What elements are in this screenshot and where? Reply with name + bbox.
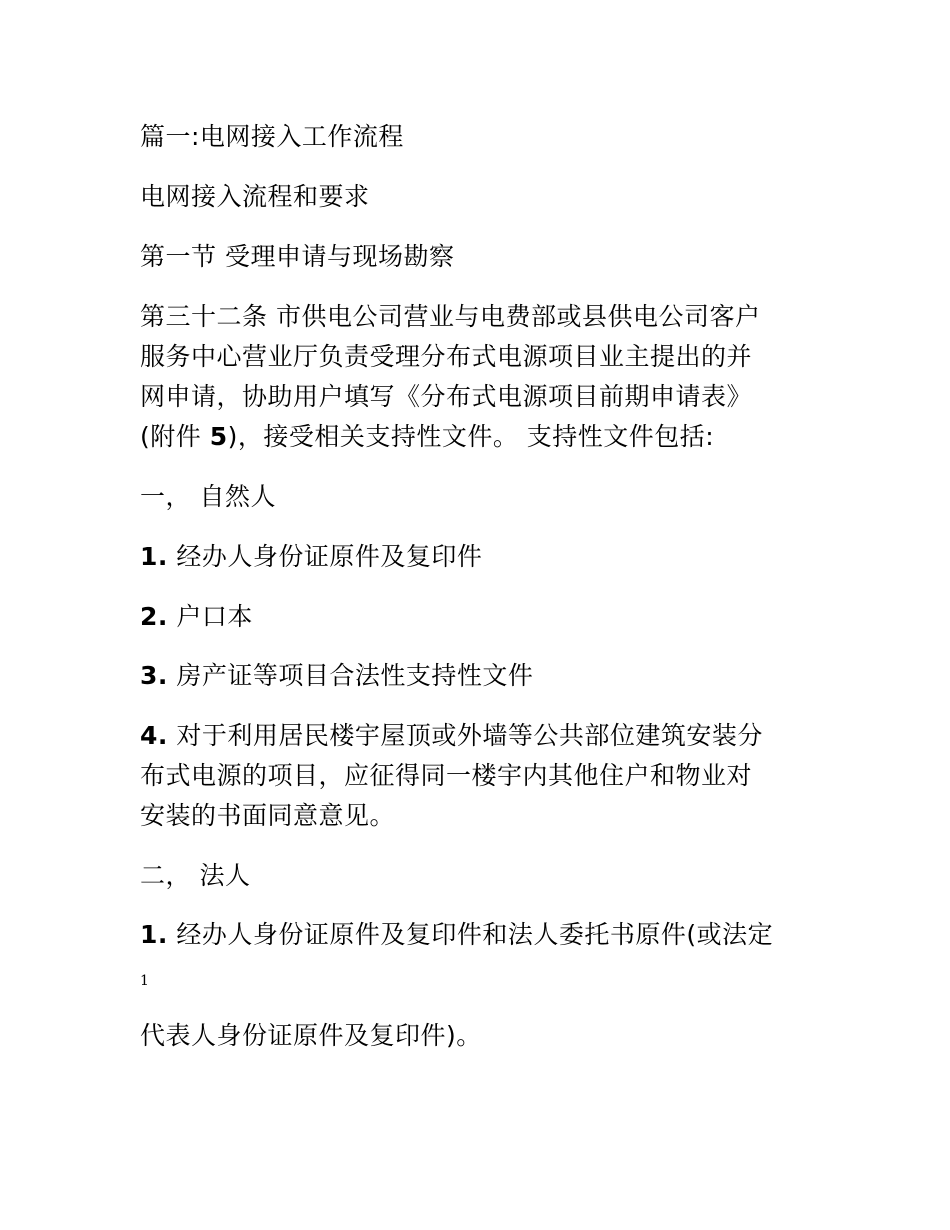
article-line-1: 第三十二条 市供电公司营业与电费部或县供电公司客户 — [140, 302, 761, 331]
list-item — [140, 721, 763, 751]
list-item — [140, 602, 253, 632]
attachment-number: 5 — [209, 422, 228, 451]
list-item-number: 3. — [140, 661, 168, 690]
page-number: 1 — [140, 973, 149, 989]
list-item-text: 经办人身份证原件及复印件 — [167, 542, 483, 571]
list-item — [140, 661, 533, 691]
list-item-continuation: 布式电源的项目，应征得同一楼宇内其他住户和物业对 — [140, 761, 753, 790]
document-title: 电网接入流程和要求 — [140, 182, 370, 211]
list-item-number: 2. — [140, 602, 168, 631]
article-line-3: 网申请，协助用户填写《分布式电源项目前期申请表》 — [140, 382, 753, 411]
category-legal-person: 二， 法人 — [140, 861, 251, 890]
list-item-text: 对于利用居民楼宇屋顶或外墙等公共部位建筑安装分 — [167, 721, 763, 750]
article-line-4-suffix: )，接受相关支持性文件。 支持性文件包括: — [227, 422, 715, 451]
list-item-number: 1. — [140, 542, 168, 571]
list-item-number: 4. — [140, 721, 168, 750]
category-natural-person: 一， 自然人 — [140, 482, 276, 511]
list-item-text: 经办人身份证原件及复印件和法人委托书原件(或法定 — [167, 920, 774, 949]
list-item — [140, 920, 773, 950]
article-line-4-prefix: (附件 — [140, 422, 210, 451]
article-line-2: 服务中心营业厅负责受理分布式电源项目业主提出的并 — [140, 342, 753, 371]
list-item-text: 户口本 — [167, 602, 253, 631]
list-item-text: 房产证等项目合法性支持性文件 — [167, 661, 534, 690]
section-title: 第一节 受理申请与现场勘察 — [140, 242, 455, 271]
continuation-line: 代表人身份证原件及复印件)。 — [140, 1021, 482, 1050]
list-item-number: 1. — [140, 920, 168, 949]
article-line-4 — [140, 422, 714, 452]
list-item-continuation: 安装的书面同意意见。 — [140, 801, 396, 830]
list-item — [140, 542, 482, 572]
part-heading: 篇一:电网接入工作流程 — [140, 122, 404, 151]
